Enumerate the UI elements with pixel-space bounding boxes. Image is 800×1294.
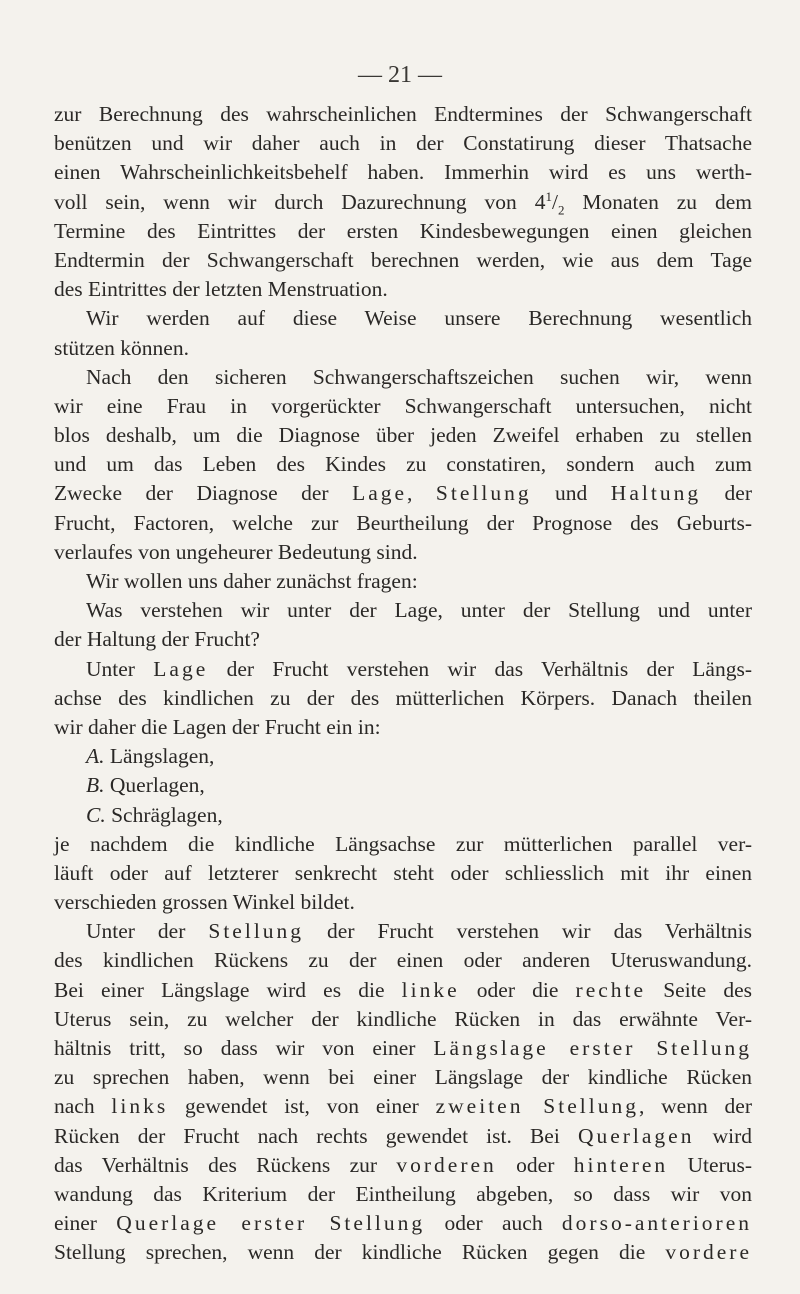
text-line	[54, 421, 752, 450]
text-span: einer	[54, 1211, 117, 1236]
text-line	[54, 976, 752, 1005]
text-span: hältnis tritt, so dass wir von einer	[54, 1036, 434, 1060]
text-span: Schräglagen,	[105, 802, 223, 827]
spaced-term: Stellung	[435, 481, 532, 506]
text-span: Zwecke der Diagnose der	[54, 481, 353, 506]
text-span: voll sein, wenn wir durch Dazurechnung von 4	[54, 189, 546, 214]
text-span: der Frucht verstehen wir das Verhältnis der Längs-	[208, 656, 753, 681]
fraction-slash: /	[551, 189, 558, 214]
spaced-term: Stellung	[208, 919, 305, 944]
text-line	[54, 1005, 752, 1034]
text-span: der Frucht verstehen wir das Verhältnis	[304, 919, 752, 944]
list-item	[54, 771, 752, 800]
spaced-term: rechte	[575, 977, 647, 1002]
text-span: Was verstehen wir unter der Lage, unter der Stellung und unter	[86, 598, 752, 623]
text-line	[54, 217, 752, 246]
text-span: nach	[54, 1094, 112, 1119]
text-line	[54, 1180, 752, 1209]
text-line	[54, 509, 752, 538]
spaced-term: vordere	[665, 1240, 752, 1265]
page-number: — 21 —	[358, 62, 442, 88]
text-span: Längslagen,	[104, 744, 215, 769]
text-line	[54, 100, 752, 129]
text-line	[54, 129, 752, 158]
text-span: Unter der	[86, 919, 209, 944]
text-span: der	[701, 481, 753, 506]
text-line	[54, 946, 752, 975]
text-span: wir daher die Lagen der Frucht ein in:	[54, 714, 381, 739]
list-item	[54, 801, 752, 830]
text-span: oder die	[459, 977, 576, 1002]
spaced-term: Lage	[153, 656, 209, 681]
text-line	[54, 1209, 752, 1238]
spaced-term: Querlage erster Stellung	[116, 1211, 426, 1236]
spaced-term: linke	[401, 977, 460, 1002]
text-line	[54, 625, 752, 654]
text-line	[54, 655, 752, 684]
text-span: verlaufes von ungeheurer Bedeutung sind.	[54, 539, 418, 564]
text-span: Frucht, Factoren, welche zur Beurtheilung der Prognose des Geburts-	[54, 510, 752, 535]
text-span: des kindlichen Rückens zu der einen oder anderen Uteruswandung.	[54, 948, 752, 973]
text-line	[54, 246, 752, 275]
text-line	[54, 713, 752, 742]
text-line	[54, 334, 752, 363]
text-line	[54, 479, 752, 508]
text-line	[54, 304, 752, 333]
spaced-term: dorso-anterioren	[561, 1211, 753, 1236]
text-span: Unter	[86, 656, 154, 681]
text-span: Monaten zu dem	[564, 189, 752, 214]
text-span: blos deshalb, um die Diagnose über jeden Zweifel erhaben zu stellen	[54, 423, 752, 448]
spaced-term: Lage	[352, 481, 408, 506]
text-line	[54, 1151, 752, 1180]
text-line	[54, 538, 752, 567]
text-span: einen Wahrscheinlichkeitsbehelf haben. Immerhin wird es uns werth-	[54, 160, 752, 185]
text-span: Wir wollen uns daher zunächst fragen:	[86, 569, 418, 593]
text-span: Uterus sein, zu welcher der kindliche Rücken in das erwähnte Ver-	[54, 1006, 752, 1031]
spaced-term: Querlagen	[577, 1123, 695, 1148]
text-line	[54, 888, 752, 917]
text-line	[54, 1092, 752, 1121]
text-span: achse des kindlichen zu der des mütterlichen Körpers. Danach theilen	[54, 685, 752, 710]
text-line	[54, 917, 752, 946]
text-line	[54, 1238, 752, 1267]
text-span: Wir werden auf diese Weise unsere Berechnung wesentlich	[86, 306, 752, 331]
text-line	[54, 392, 752, 421]
text-span: wandung das Kriterium der Eintheilung abgeben, so dass wir von	[54, 1181, 752, 1206]
text-line	[54, 567, 752, 596]
text-span: wir eine Frau in vorgerückter Schwangerschaft untersuchen, nicht	[54, 393, 752, 418]
text-span: Termine des Eintrittes der ersten Kindesbewegungen einen gleichen	[54, 218, 752, 243]
text-span: ,	[407, 481, 436, 506]
text-line	[54, 1122, 752, 1151]
text-span: Bei einer Längslage wird es die	[54, 977, 402, 1002]
text-line	[54, 450, 752, 479]
text-span: Endtermin der Schwangerschaft berechnen werden, wie aus dem Tage	[54, 247, 752, 272]
text-span: Seite des	[646, 977, 753, 1002]
spaced-term: Haltung	[610, 481, 702, 506]
text-span: Rücken der Frucht nach rechts gewendet ist. Bei	[54, 1123, 578, 1148]
text-line	[54, 158, 752, 187]
text-line	[54, 596, 752, 625]
list-marker: A.	[86, 744, 105, 769]
spaced-term: zweiten Stellung	[435, 1094, 639, 1119]
text-span: zu sprechen haben, wenn bei einer Längslage der kindliche Rücken	[54, 1065, 752, 1090]
text-line	[54, 275, 752, 304]
text-span: des Eintrittes der letzten Menstruation.	[54, 277, 388, 302]
text-span: läuft oder auf letzterer senkrecht steht oder schliesslich mit ihr einen	[54, 860, 752, 885]
text-span: wird	[694, 1123, 752, 1148]
text-span: benützen und wir daher auch in der Constatirung dieser Thatsache	[54, 131, 752, 156]
text-span: gewendet ist, von einer	[168, 1094, 436, 1119]
list-marker: B.	[86, 773, 105, 798]
text-line	[54, 684, 752, 713]
text-line	[54, 188, 752, 217]
text-span: Uterus-	[668, 1152, 753, 1177]
text-line	[54, 859, 752, 888]
text-line	[54, 1034, 752, 1063]
spaced-term: links	[111, 1094, 169, 1119]
fraction-denominator: 2	[557, 201, 565, 217]
text-line	[54, 1063, 752, 1092]
text-span: Nach den sicheren Schwangerschaftszeichen suchen wir, wenn	[86, 364, 752, 389]
text-span: Querlagen,	[104, 773, 205, 798]
list-marker: C.	[86, 802, 106, 827]
body-text	[54, 100, 752, 1268]
text-span: je nachdem die kindliche Längsachse zur mütterlichen parallel ver-	[54, 831, 752, 856]
text-span: zur Berechnung des wahrscheinlichen Endtermines der Schwangerschaft	[54, 102, 752, 126]
list-item	[54, 742, 752, 771]
fraction-numerator: 1	[545, 188, 552, 204]
spaced-term: hinteren	[573, 1152, 669, 1177]
text-span: , wenn der	[638, 1094, 752, 1119]
text-span: stützen können.	[54, 335, 189, 360]
text-line	[54, 363, 752, 392]
text-span: das Verhältnis des Rückens zur	[54, 1152, 397, 1177]
text-line	[54, 830, 752, 859]
spaced-term: vorderen	[396, 1152, 497, 1177]
text-span: und	[531, 481, 611, 506]
text-span: verschieden grossen Winkel bildet.	[54, 890, 355, 915]
spaced-term: Längslage erster Stellung	[433, 1036, 752, 1060]
text-span: oder auch	[425, 1211, 562, 1236]
text-span: der Haltung der Frucht?	[54, 627, 260, 652]
text-span: Stellung sprechen, wenn der kindliche Rücken gegen die	[54, 1240, 666, 1265]
text-span: oder	[496, 1152, 574, 1177]
text-span: und um das Leben des Kindes zu constatiren, sondern auch zum	[54, 452, 752, 477]
